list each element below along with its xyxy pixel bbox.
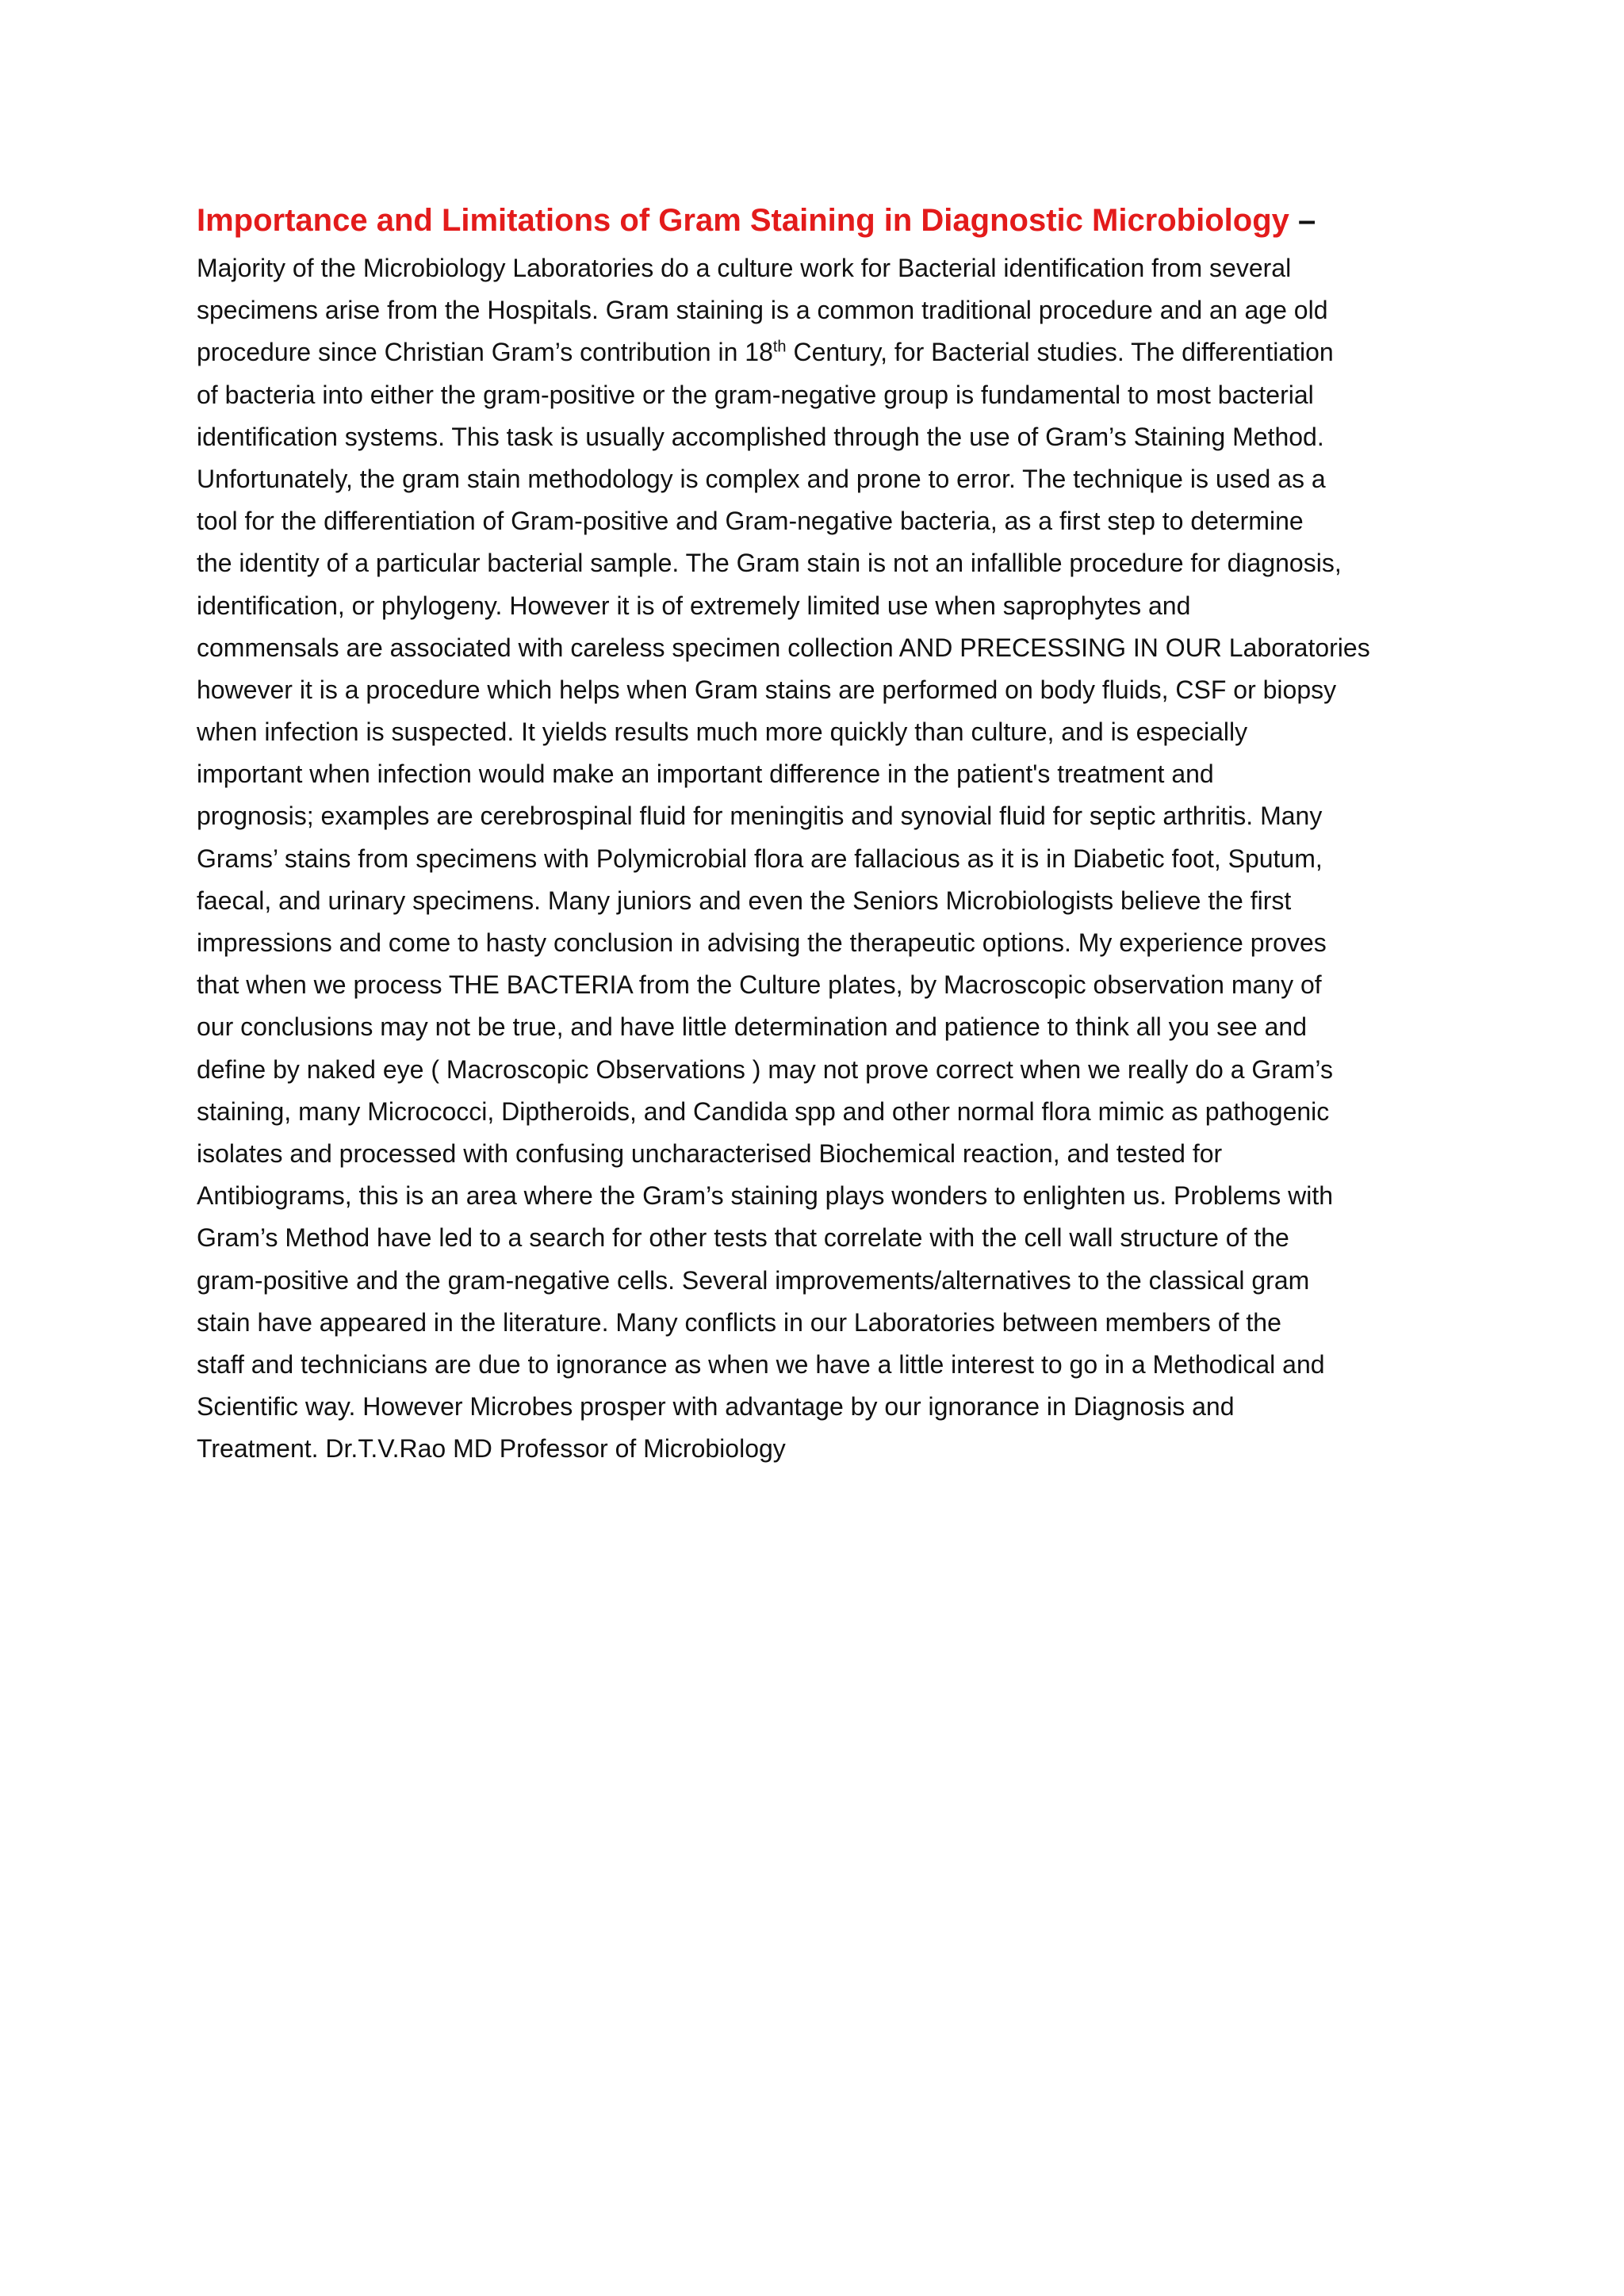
paragraph-line: Antibiograms, this is an area where the Gram’s staining plays wonders to enlighten us. Problems with xyxy=(197,1181,1333,1211)
body-paragraph xyxy=(197,247,1465,1470)
paragraph-line: faecal, and urinary specimens. Many juniors and even the Seniors Microbiologists believe the first xyxy=(197,886,1292,915)
heading-title: Importance and Limitations of Gram Staining in Diagnostic Microbiology xyxy=(197,203,1289,238)
paragraph-line: Majority of the Microbiology Laboratories do a culture work for Bacterial identification from several xyxy=(197,254,1292,282)
paragraph-line: Gram’s Method have led to a search for other tests that correlate with the cell wall structure of the xyxy=(197,1223,1289,1253)
paragraph-line: isolates and processed with confusing uncharacterised Biochemical reaction, and tested for xyxy=(197,1138,1223,1168)
paragraph-line: staff and technicians are due to ignorance as when we have a little interest to go in a Methodical and xyxy=(197,1349,1325,1379)
paragraph-line: however it is a procedure which helps when Gram stains are performed on body fluids, CSF or biopsy xyxy=(197,675,1337,704)
paragraph-line-text: procedure since Christian Gram’s contribution in 18 xyxy=(197,338,773,367)
document-heading xyxy=(197,193,1465,247)
paragraph-line: stain have appeared in the literature. Many conflicts in our Laboratories between members of the xyxy=(197,1307,1281,1337)
paragraph-line: Grams’ stains from specimens with Polymicrobial flora are fallacious as it is in Diabetic foot, Sputum, xyxy=(197,844,1323,873)
paragraph-line: that when we process THE BACTERIA from the Culture plates, by Macroscopic observation many of xyxy=(197,970,1322,1000)
paragraph-line: impressions and come to hasty conclusion in advising the therapeutic options. My experience proves xyxy=(197,928,1327,957)
paragraph-line: of bacteria into either the gram-positive or the gram-negative group is fundamental to most bacterial xyxy=(197,380,1314,409)
paragraph-line: gram-positive and the gram-negative cells. Several improvements/alternatives to the classical gram xyxy=(197,1265,1310,1295)
paragraph-line: when infection is suspected. It yields results much more quickly than culture, and is especially xyxy=(197,718,1248,747)
paragraph-line: prognosis; examples are cerebrospinal fluid for meningitis and synovial fluid for septic arthritis. Many xyxy=(197,802,1323,831)
paragraph-line xyxy=(197,331,1465,373)
paragraph-line: define by naked eye ( Macroscopic Observations ) may not prove correct when we really do a Gram’s xyxy=(197,1054,1333,1084)
paragraph-line: Treatment. Dr.T.V.Rao MD Professor of Microbiology xyxy=(197,1434,786,1464)
paragraph-line: the identity of a particular bacterial sample. The Gram stain is not an infallible procedure for diagnosis, xyxy=(197,549,1342,578)
ordinal-superscript: th xyxy=(772,338,787,356)
paragraph-line: our conclusions may not be true, and have little determination and patience to think all you see and xyxy=(197,1012,1307,1042)
paragraph-line: staining, many Micrococci, Diptheroids, and Candida spp and other normal flora mimic as pathogenic xyxy=(197,1096,1330,1126)
heading-dash: – xyxy=(1289,203,1316,238)
paragraph-line: commensals are associated with careless specimen collection AND PRECESSING IN OUR Laboratories xyxy=(197,633,1370,662)
paragraph-line: identification systems. This task is usually accomplished through the use of Gram’s Staining Method. xyxy=(197,422,1324,451)
paragraph-line: tool for the differentiation of Gram-positive and Gram-negative bacteria, as a first step to determine xyxy=(197,507,1304,536)
paragraph-line: specimens arise from the Hospitals. Gram staining is a common traditional procedure and an age old xyxy=(197,296,1328,325)
paragraph-line: important when infection would make an important difference in the patient's treatment and xyxy=(197,760,1214,789)
document-content xyxy=(197,193,1465,1470)
paragraph-line: Scientific way. However Microbes prosper with advantage by our ignorance in Diagnosis and xyxy=(197,1392,1235,1422)
paragraph-line: identification, or phylogeny. However it is of extremely limited use when saprophytes and xyxy=(197,591,1191,620)
paragraph-line: Unfortunately, the gram stain methodology is complex and prone to error. The technique is used as a xyxy=(197,464,1326,493)
paragraph-line-text: Century, for Bacterial studies. The differentiation xyxy=(786,338,1334,367)
